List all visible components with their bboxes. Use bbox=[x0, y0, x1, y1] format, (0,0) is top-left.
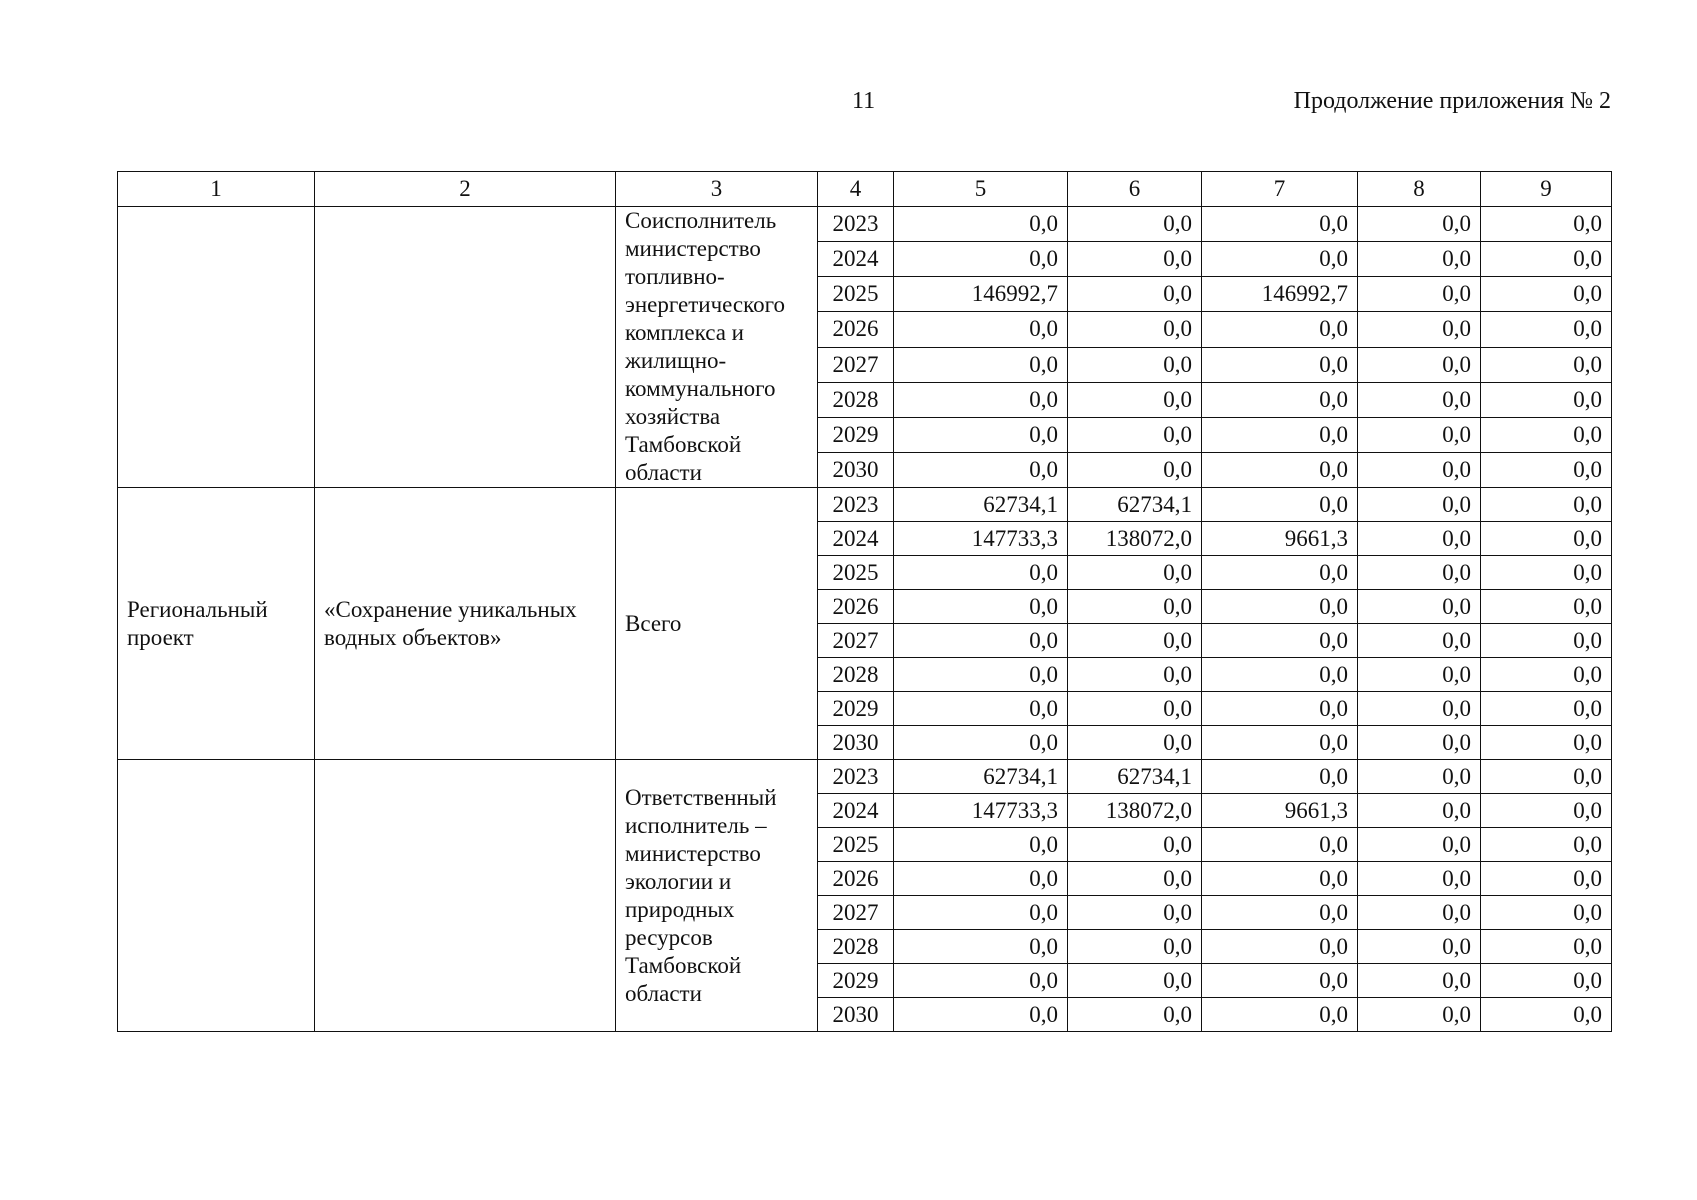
amount-cell-col6: 0,0 bbox=[1068, 998, 1202, 1032]
amount-cell-col7: 0,0 bbox=[1202, 692, 1358, 726]
year-cell: 2027 bbox=[818, 347, 894, 382]
amount-cell-col7: 0,0 bbox=[1202, 347, 1358, 382]
amount-cell-col5: 146992,7 bbox=[894, 277, 1068, 312]
year-cell: 2025 bbox=[818, 277, 894, 312]
amount-cell-col6: 0,0 bbox=[1068, 590, 1202, 624]
amount-cell-col5: 0,0 bbox=[894, 862, 1068, 896]
amount-cell-col9: 0,0 bbox=[1481, 347, 1612, 382]
amount-cell-col5: 0,0 bbox=[894, 726, 1068, 760]
year-cell: 2027 bbox=[818, 624, 894, 658]
amount-cell-col8: 0,0 bbox=[1358, 417, 1481, 452]
executor-cell: Соисполнитель министерство топливно-энергетического комплекса и жилищно-коммунального хозяйства Тамбовской области bbox=[616, 207, 818, 488]
amount-cell-col8: 0,0 bbox=[1358, 347, 1481, 382]
amount-cell-col7: 0,0 bbox=[1202, 207, 1358, 242]
program-name-cell bbox=[315, 207, 616, 488]
amount-cell-col5: 0,0 bbox=[894, 590, 1068, 624]
amount-cell-col7: 0,0 bbox=[1202, 726, 1358, 760]
program-name-cell bbox=[315, 760, 616, 1032]
year-cell: 2023 bbox=[818, 207, 894, 242]
amount-cell-col6: 0,0 bbox=[1068, 828, 1202, 862]
amount-cell-col5: 0,0 bbox=[894, 930, 1068, 964]
amount-cell-col6: 0,0 bbox=[1068, 242, 1202, 277]
amount-cell-col5: 62734,1 bbox=[894, 488, 1068, 522]
amount-cell-col5: 0,0 bbox=[894, 624, 1068, 658]
amount-cell-col8: 0,0 bbox=[1358, 794, 1481, 828]
column-number-2: 2 bbox=[315, 172, 616, 207]
amount-cell-col7: 9661,3 bbox=[1202, 794, 1358, 828]
year-cell: 2029 bbox=[818, 417, 894, 452]
table-row bbox=[118, 760, 1612, 794]
program-type-cell bbox=[118, 760, 315, 1032]
amount-cell-col9: 0,0 bbox=[1481, 760, 1612, 794]
amount-cell-col6: 138072,0 bbox=[1068, 794, 1202, 828]
amount-cell-col8: 0,0 bbox=[1358, 998, 1481, 1032]
amount-cell-col6: 0,0 bbox=[1068, 726, 1202, 760]
year-cell: 2030 bbox=[818, 452, 894, 487]
year-cell: 2025 bbox=[818, 828, 894, 862]
amount-cell-col9: 0,0 bbox=[1481, 726, 1612, 760]
amount-cell-col6: 0,0 bbox=[1068, 556, 1202, 590]
page-number: 11 bbox=[852, 88, 876, 114]
amount-cell-col6: 0,0 bbox=[1068, 417, 1202, 452]
amount-cell-col9: 0,0 bbox=[1481, 930, 1612, 964]
column-number-5: 5 bbox=[894, 172, 1068, 207]
amount-cell-col7: 0,0 bbox=[1202, 488, 1358, 522]
amount-cell-col8: 0,0 bbox=[1358, 312, 1481, 347]
amount-cell-col5: 0,0 bbox=[894, 347, 1068, 382]
column-number-1: 1 bbox=[118, 172, 315, 207]
amount-cell-col9: 0,0 bbox=[1481, 242, 1612, 277]
amount-cell-col6: 0,0 bbox=[1068, 312, 1202, 347]
amount-cell-col7: 0,0 bbox=[1202, 452, 1358, 487]
amount-cell-col6: 0,0 bbox=[1068, 692, 1202, 726]
amount-cell-col8: 0,0 bbox=[1358, 930, 1481, 964]
amount-cell-col6: 0,0 bbox=[1068, 382, 1202, 417]
amount-cell-col8: 0,0 bbox=[1358, 760, 1481, 794]
amount-cell-col7: 0,0 bbox=[1202, 556, 1358, 590]
amount-cell-col9: 0,0 bbox=[1481, 624, 1612, 658]
amount-cell-col5: 0,0 bbox=[894, 964, 1068, 998]
table-row bbox=[118, 488, 1612, 522]
amount-cell-col9: 0,0 bbox=[1481, 522, 1612, 556]
amount-cell-col8: 0,0 bbox=[1358, 207, 1481, 242]
amount-cell-col6: 0,0 bbox=[1068, 896, 1202, 930]
amount-cell-col9: 0,0 bbox=[1481, 998, 1612, 1032]
amount-cell-col7: 0,0 bbox=[1202, 590, 1358, 624]
amount-cell-col9: 0,0 bbox=[1481, 828, 1612, 862]
amount-cell-col8: 0,0 bbox=[1358, 488, 1481, 522]
amount-cell-col8: 0,0 bbox=[1358, 522, 1481, 556]
amount-cell-col5: 0,0 bbox=[894, 452, 1068, 487]
amount-cell-col8: 0,0 bbox=[1358, 692, 1481, 726]
amount-cell-col5: 0,0 bbox=[894, 207, 1068, 242]
amount-cell-col9: 0,0 bbox=[1481, 277, 1612, 312]
amount-cell-col6: 62734,1 bbox=[1068, 488, 1202, 522]
amount-cell-col9: 0,0 bbox=[1481, 488, 1612, 522]
amount-cell-col5: 0,0 bbox=[894, 692, 1068, 726]
program-name-cell: «Сохранение уникальных водных объектов» bbox=[315, 488, 616, 760]
year-cell: 2030 bbox=[818, 998, 894, 1032]
amount-cell-col9: 0,0 bbox=[1481, 207, 1612, 242]
amount-cell-col5: 0,0 bbox=[894, 556, 1068, 590]
amount-cell-col7: 0,0 bbox=[1202, 862, 1358, 896]
amount-cell-col8: 0,0 bbox=[1358, 862, 1481, 896]
year-cell: 2029 bbox=[818, 692, 894, 726]
amount-cell-col6: 0,0 bbox=[1068, 862, 1202, 896]
amount-cell-col8: 0,0 bbox=[1358, 242, 1481, 277]
year-cell: 2026 bbox=[818, 590, 894, 624]
amount-cell-col5: 0,0 bbox=[894, 896, 1068, 930]
year-cell: 2023 bbox=[818, 760, 894, 794]
column-number-8: 8 bbox=[1358, 172, 1481, 207]
amount-cell-col9: 0,0 bbox=[1481, 964, 1612, 998]
amount-cell-col9: 0,0 bbox=[1481, 452, 1612, 487]
amount-cell-col7: 0,0 bbox=[1202, 760, 1358, 794]
amount-cell-col8: 0,0 bbox=[1358, 590, 1481, 624]
year-cell: 2024 bbox=[818, 242, 894, 277]
amount-cell-col9: 0,0 bbox=[1481, 382, 1612, 417]
year-cell: 2026 bbox=[818, 862, 894, 896]
amount-cell-col5: 0,0 bbox=[894, 417, 1068, 452]
amount-cell-col5: 0,0 bbox=[894, 658, 1068, 692]
amount-cell-col6: 0,0 bbox=[1068, 930, 1202, 964]
amount-cell-col7: 0,0 bbox=[1202, 312, 1358, 347]
amount-cell-col5: 147733,3 bbox=[894, 794, 1068, 828]
amount-cell-col7: 0,0 bbox=[1202, 242, 1358, 277]
executor-cell: Всего bbox=[616, 488, 818, 760]
amount-cell-col9: 0,0 bbox=[1481, 556, 1612, 590]
column-number-6: 6 bbox=[1068, 172, 1202, 207]
amount-cell-col8: 0,0 bbox=[1358, 658, 1481, 692]
amount-cell-col5: 0,0 bbox=[894, 312, 1068, 347]
column-number-3: 3 bbox=[616, 172, 818, 207]
amount-cell-col5: 147733,3 bbox=[894, 522, 1068, 556]
amount-cell-col9: 0,0 bbox=[1481, 862, 1612, 896]
amount-cell-col5: 0,0 bbox=[894, 382, 1068, 417]
program-type-cell bbox=[118, 207, 315, 488]
executor-cell: Ответственный исполнитель – министерство экологии и природных ресурсов Тамбовской области bbox=[616, 760, 818, 1032]
amount-cell-col6: 0,0 bbox=[1068, 964, 1202, 998]
amount-cell-col9: 0,0 bbox=[1481, 692, 1612, 726]
column-number-4: 4 bbox=[818, 172, 894, 207]
amount-cell-col7: 0,0 bbox=[1202, 658, 1358, 692]
year-cell: 2028 bbox=[818, 930, 894, 964]
amount-cell-col5: 0,0 bbox=[894, 998, 1068, 1032]
amount-cell-col9: 0,0 bbox=[1481, 417, 1612, 452]
amount-cell-col5: 0,0 bbox=[894, 242, 1068, 277]
year-cell: 2029 bbox=[818, 964, 894, 998]
amount-cell-col5: 0,0 bbox=[894, 828, 1068, 862]
amount-cell-col7: 9661,3 bbox=[1202, 522, 1358, 556]
amount-cell-col7: 146992,7 bbox=[1202, 277, 1358, 312]
appendix-continuation-label: Продолжение приложения № 2 bbox=[1293, 88, 1611, 114]
amount-cell-col6: 0,0 bbox=[1068, 347, 1202, 382]
amount-cell-col8: 0,0 bbox=[1358, 726, 1481, 760]
amount-cell-col8: 0,0 bbox=[1358, 828, 1481, 862]
amount-cell-col9: 0,0 bbox=[1481, 312, 1612, 347]
amount-cell-col6: 0,0 bbox=[1068, 277, 1202, 312]
amount-cell-col8: 0,0 bbox=[1358, 556, 1481, 590]
amount-cell-col7: 0,0 bbox=[1202, 417, 1358, 452]
amount-cell-col6: 0,0 bbox=[1068, 452, 1202, 487]
amount-cell-col6: 0,0 bbox=[1068, 658, 1202, 692]
amount-cell-col6: 0,0 bbox=[1068, 207, 1202, 242]
year-cell: 2028 bbox=[818, 658, 894, 692]
amount-cell-col7: 0,0 bbox=[1202, 382, 1358, 417]
amount-cell-col6: 0,0 bbox=[1068, 624, 1202, 658]
year-cell: 2028 bbox=[818, 382, 894, 417]
amount-cell-col8: 0,0 bbox=[1358, 277, 1481, 312]
amount-cell-col8: 0,0 bbox=[1358, 896, 1481, 930]
budget-table bbox=[117, 171, 1612, 1032]
amount-cell-col7: 0,0 bbox=[1202, 828, 1358, 862]
amount-cell-col8: 0,0 bbox=[1358, 382, 1481, 417]
amount-cell-col9: 0,0 bbox=[1481, 590, 1612, 624]
year-cell: 2023 bbox=[818, 488, 894, 522]
amount-cell-col7: 0,0 bbox=[1202, 930, 1358, 964]
amount-cell-col8: 0,0 bbox=[1358, 964, 1481, 998]
amount-cell-col9: 0,0 bbox=[1481, 794, 1612, 828]
table-row bbox=[118, 207, 1612, 242]
column-number-row bbox=[118, 172, 1612, 207]
amount-cell-col6: 62734,1 bbox=[1068, 760, 1202, 794]
program-type-cell: Региональный проект bbox=[118, 488, 315, 760]
column-number-7: 7 bbox=[1202, 172, 1358, 207]
year-cell: 2025 bbox=[818, 556, 894, 590]
amount-cell-col9: 0,0 bbox=[1481, 896, 1612, 930]
year-cell: 2026 bbox=[818, 312, 894, 347]
amount-cell-col8: 0,0 bbox=[1358, 624, 1481, 658]
amount-cell-col6: 138072,0 bbox=[1068, 522, 1202, 556]
amount-cell-col7: 0,0 bbox=[1202, 998, 1358, 1032]
year-cell: 2027 bbox=[818, 896, 894, 930]
amount-cell-col8: 0,0 bbox=[1358, 452, 1481, 487]
column-number-9: 9 bbox=[1481, 172, 1612, 207]
amount-cell-col7: 0,0 bbox=[1202, 964, 1358, 998]
year-cell: 2024 bbox=[818, 794, 894, 828]
amount-cell-col9: 0,0 bbox=[1481, 658, 1612, 692]
amount-cell-col7: 0,0 bbox=[1202, 624, 1358, 658]
amount-cell-col7: 0,0 bbox=[1202, 896, 1358, 930]
amount-cell-col5: 62734,1 bbox=[894, 760, 1068, 794]
year-cell: 2030 bbox=[818, 726, 894, 760]
year-cell: 2024 bbox=[818, 522, 894, 556]
table-body bbox=[118, 207, 1612, 1032]
